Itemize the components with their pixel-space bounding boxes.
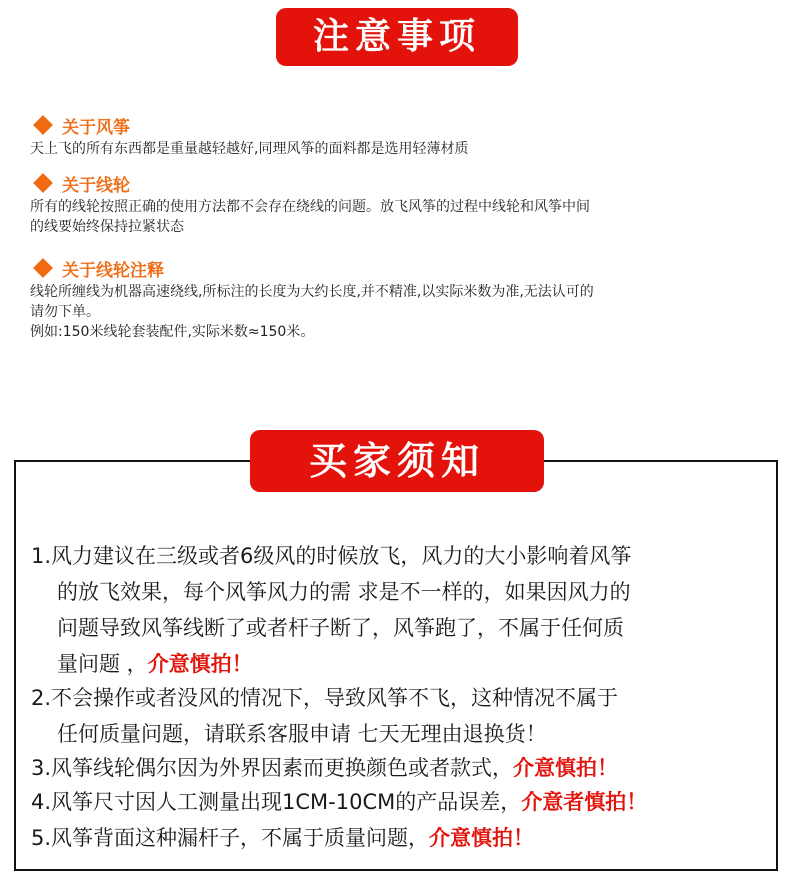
notice-line-with-warning	[31, 750, 776, 786]
notice-line: 的放飞效果，每个风筝风力的需 求是不一样的，如果因风力的	[57, 580, 631, 604]
warning-text: 介意慎拍！	[513, 756, 619, 780]
section-title: 关于线轮注释	[62, 260, 164, 281]
diamond-bullet-icon	[33, 115, 53, 135]
notice-line: 量问题 ，	[57, 652, 148, 676]
notice-line: 4.风筝尺寸因人工测量出现1CM-10CM的产品误差，	[31, 790, 522, 814]
notice-item	[31, 784, 776, 820]
section-line: 的线要始终保持拉紧状态	[30, 219, 184, 235]
section-text	[30, 139, 770, 159]
warning-text: 介意慎拍！	[147, 652, 253, 676]
notice-line-with-warning	[31, 646, 776, 682]
notice-line: 任何质量问题，请联系客服申请 七天无理由退换货！	[57, 722, 547, 746]
diamond-bullet-icon	[33, 258, 53, 278]
diamond-bullet-icon	[33, 173, 53, 193]
section-heading	[30, 171, 770, 195]
notice-item	[31, 820, 776, 856]
section-line: 请勿下单。	[30, 304, 100, 320]
page-title-banner	[276, 8, 518, 66]
notice-line-with-warning	[31, 784, 776, 820]
notice-item	[31, 750, 776, 786]
section-about-reel	[30, 171, 770, 237]
warning-text: 介意慎拍！	[429, 826, 535, 850]
section-line: 线轮所缠线为机器高速绕线,所标注的长度为大约长度,并不精准,以实际米数为准,无法认可的	[30, 284, 594, 300]
section-title: 关于线轮	[62, 175, 130, 196]
notice-line: 2.不会操作或者没风的情况下，导致风筝不飞，这种情况不属于	[31, 686, 619, 710]
notice-box	[14, 460, 778, 871]
section-text	[30, 197, 770, 237]
notice-line: 1.风力建议在三级或者6级风的时候放飞，风力的大小影响着风筝	[31, 544, 632, 568]
notice-line: 3.风筝线轮偶尔因为外界因素而更换颜色或者款式，	[31, 756, 514, 780]
section-line: 例如:150米线轮套装配件,实际米数≈150米。	[30, 324, 315, 340]
page-title: 注意事项	[312, 16, 481, 57]
notice-line: 问题导致风筝线断了或者杆子断了，风筝跑了，不属于任何质	[57, 616, 624, 640]
section-about-reel-note	[30, 256, 770, 342]
section-about-kite	[30, 113, 770, 159]
section-text	[30, 282, 770, 342]
section-line: 天上飞的所有东西都是重量越轻越好,同理风筝的面料都是选用轻薄材质	[30, 141, 469, 157]
section-heading	[30, 256, 770, 280]
notice-line: 5.风筝背面这种漏杆子，不属于质量问题，	[31, 826, 430, 850]
section-heading	[30, 113, 770, 137]
notice-line-with-warning	[31, 820, 776, 856]
notice-title: 买家须知	[308, 439, 485, 483]
section-title: 关于风筝	[62, 117, 130, 138]
notice-title-banner	[250, 430, 544, 492]
notice-item	[31, 538, 776, 682]
section-line: 所有的线轮按照正确的使用方法都不会存在绕线的问题。放飞风筝的过程中线轮和风筝中间	[30, 199, 590, 215]
warning-text: 介意者慎拍！	[521, 790, 648, 814]
notice-item	[31, 680, 776, 752]
